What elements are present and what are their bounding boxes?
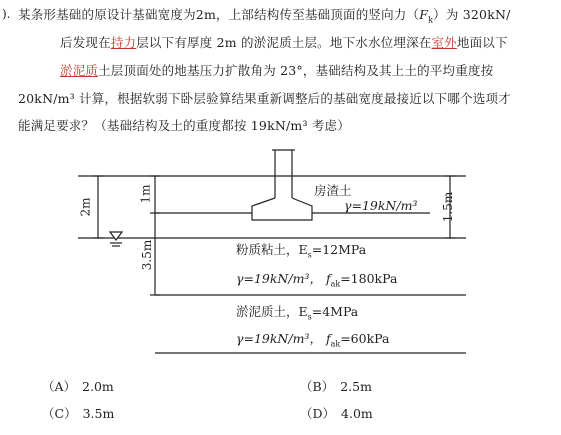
dim-1m-label: 1m	[138, 184, 153, 204]
line2-text-a: 后发现在	[60, 35, 111, 50]
layer1-name: 房渣土	[314, 183, 352, 198]
line1-text-b: ）为 320kN/	[433, 7, 511, 22]
question-line-3	[60, 62, 493, 79]
layer3-modulus: 淤泥质土，$E_s=4MPa$	[236, 304, 359, 322]
question-line-5: 能满足要求？（基础结构及土的重度都按 19kN/m³ 考虑）	[18, 118, 350, 133]
line3-highlight-silt: 淤泥质	[60, 63, 99, 78]
option-b[interactable]: （B） 2.5m	[300, 379, 372, 394]
question-line-1	[18, 6, 511, 29]
dim-1-5m-label: 1.5m	[441, 191, 456, 223]
question-line-2	[60, 34, 508, 51]
layer2-properties: γ=19kN/m³， $f_{ak}=180kPa$	[236, 271, 398, 289]
line3-text-b: 土层顶面处的地基压力扩散角为 23°，基础结构及其上土的平均重度按	[98, 63, 494, 78]
fk-subscript: k	[428, 15, 434, 25]
option-a[interactable]: （A） 2.0m	[42, 379, 114, 394]
line1-text-a: 某条形基础的原设计基础宽度为2m，上部结构传至基础顶面的竖向力（	[18, 7, 420, 22]
line2-highlight-outdoor: 室外	[431, 35, 457, 50]
soil-profile-figure	[0, 140, 561, 365]
line2-text-b: 层以下有厚度 2m 的淤泥质土层。地下水水位埋深在	[136, 35, 432, 50]
question-number: ).	[2, 7, 11, 21]
layer1-gamma: γ=19kN/m³	[344, 198, 418, 213]
line2-text-c: 地面以下	[456, 35, 508, 50]
layer3-properties: γ=19kN/m³， $f_{ak}=60kPa$	[236, 331, 390, 349]
line2-highlight-bearing: 持力	[110, 35, 137, 50]
option-d[interactable]: （D） 4.0m	[300, 406, 373, 421]
dim-3-5m-label: 3.5m	[140, 239, 155, 271]
question-line-4: 20kN/m³ 计算，根据软弱下卧层验算结果重新调整后的基础宽度最接近以下哪个选项才	[18, 91, 511, 106]
water-table-symbol	[110, 232, 122, 240]
option-c[interactable]: （C） 3.5m	[42, 406, 115, 421]
layer2-modulus: 粉质粘土，$E_s=12MPa$	[236, 242, 367, 260]
footing-outline	[252, 198, 312, 220]
dim-2m-label: 2m	[78, 197, 93, 217]
fk-symbol: F	[419, 7, 429, 22]
